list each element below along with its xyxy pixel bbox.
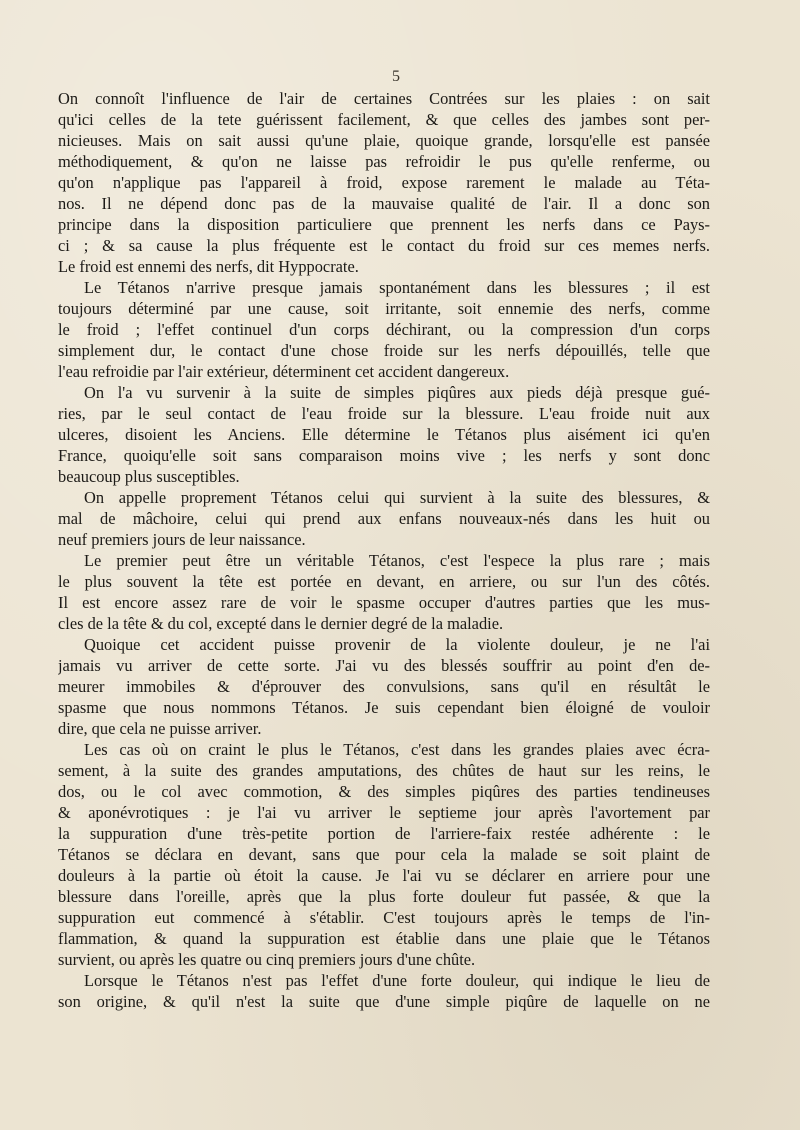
text-line: le plus souvent la tête est portée en devant, en arriere, ou sur l'un des côtés. xyxy=(58,572,710,591)
paragraph xyxy=(58,970,710,1012)
text-line: Le Tétanos n'arrive presque jamais spontanément dans les blessures ; il est xyxy=(84,278,710,297)
text-line: dos, ou le col avec commotion, & des simples piqûres des parties tendineuses xyxy=(58,782,710,801)
text-line: mal de mâchoire, celui qui prend aux enfans nouveaux-nés dans les huit ou xyxy=(58,509,710,528)
text-line: Quoique cet accident puisse provenir de la violente douleur, je ne l'ai xyxy=(84,635,710,654)
paragraph xyxy=(58,382,710,487)
text-line: principe dans la disposition particuliere que prennent les nerfs dans ce Pays- xyxy=(58,215,710,234)
text-line: méthodiquement, & qu'on ne laisse pas refroidir le pus qu'elle renferme, ou xyxy=(58,152,710,171)
text-line: ries, par le seul contact de l'eau froide sur la blessure. L'eau froide nuit aux xyxy=(58,404,710,423)
text-line: Les cas où on craint le plus le Tétanos, c'est dans les grandes plaies avec écra- xyxy=(84,740,710,759)
text-line: meurer immobiles & d'éprouver des convulsions, sans qu'il en résultât le xyxy=(58,677,710,696)
paragraph xyxy=(58,634,710,739)
text-line: qu'on n'applique pas l'appareil à froid, expose rarement le malade au Téta- xyxy=(58,173,710,192)
text-line: suppuration eut commencé à s'établir. C'est toujours après le temps de l'in- xyxy=(58,908,710,927)
text-line: simplement dur, le contact d'une chose froide sur les nerfs dépouillés, telle que xyxy=(58,341,710,360)
text-line: survient, ou après les quatre ou cinq premiers jours d'une chûte. xyxy=(58,950,476,969)
text-line: sement, à la suite des grandes amputations, des chûtes de haut sur les reins, le xyxy=(58,761,710,780)
text-line: la suppuration d'une très-petite portion de l'arriere-faix restée adhérente : le xyxy=(58,824,710,843)
text-line: blessure dans l'oreille, après que la plus forte douleur fut passée, & que la xyxy=(58,887,710,906)
paragraph xyxy=(58,88,710,277)
paragraph xyxy=(58,277,710,382)
text-line: l'eau refroidie par l'air extérieur, déterminent cet accident dangereux. xyxy=(58,362,510,381)
text-line: ulceres, disoient les Anciens. Elle détermine le Tétanos plus aisément ici qu'en xyxy=(58,425,710,444)
text-line: le froid ; l'effet continuel d'un corps déchirant, ou la compression d'un corps xyxy=(58,320,710,339)
text-line: On connoît l'influence de l'air de certaines Contrées sur les plaies : on sait xyxy=(58,89,710,108)
text-line: beaucoup plus susceptibles. xyxy=(58,467,240,486)
page-number: 5 xyxy=(392,68,400,85)
text-line: cles de la tête & du col, excepté dans le dernier degré de la maladie. xyxy=(58,614,504,633)
text-line: Le froid est ennemi des nerfs, dit Hyppocrate. xyxy=(58,257,359,276)
text-line: douleurs à la partie où étoit la cause. Je l'ai vu se déclarer en arriere pour une xyxy=(58,866,710,885)
text-line: On appelle proprement Tétanos celui qui survient à la suite des blessures, & xyxy=(84,488,710,507)
paragraph xyxy=(58,550,710,634)
text-line: Le premier peut être un véritable Tétanos, c'est l'espece la plus rare ; mais xyxy=(84,551,710,570)
text-line: qu'ici celles de la tete guérissent facilement, & que celles des jambes sont per- xyxy=(58,110,710,129)
text-line: flammation, & quand la suppuration est établie dans une plaie que le Tétanos xyxy=(58,929,710,948)
text-line: Il est encore assez rare de voir le spasme occuper d'autres parties que les mus- xyxy=(58,593,710,612)
body-text xyxy=(58,88,710,1012)
text-line: toujours déterminé par une cause, soit irritante, soit ennemie des nerfs, comme xyxy=(58,299,710,318)
text-line: dire, que cela ne puisse arriver. xyxy=(58,719,262,738)
text-line: spasme que nous nommons Tétanos. Je suis cependant bien éloigné de vouloir xyxy=(58,698,710,717)
text-line: & aponévrotiques : je l'ai vu arriver le septieme jour après l'avortement par xyxy=(58,803,710,822)
text-line: nicieuses. Mais on sait aussi qu'une plaie, quoique grande, lorsqu'elle est pansée xyxy=(58,131,710,150)
text-line: France, quoiqu'elle soit sans comparaison moins vive ; les nerfs y sont donc xyxy=(58,446,710,465)
paragraph xyxy=(58,739,710,970)
text-line: On l'a vu survenir à la suite de simples piqûres aux pieds déjà presque gué- xyxy=(84,383,710,402)
text-line: nos. Il ne dépend donc pas de la mauvaise qualité de l'air. Il a donc son xyxy=(58,194,710,213)
text-line: Tétanos se déclara en devant, sans que pour cela la malade se soit plaint de xyxy=(58,845,710,864)
text-line: jamais vu arriver de cette sorte. J'ai vu des blessés souffrir au point d'en de- xyxy=(58,656,710,675)
text-line: son origine, & qu'il n'est la suite que d'une simple piqûre de laquelle on ne xyxy=(58,992,710,1011)
text-line: neuf premiers jours de leur naissance. xyxy=(58,530,306,549)
text-line: ci ; & sa cause la plus fréquente est le contact du froid sur ces memes nerfs. xyxy=(58,236,710,255)
paragraph xyxy=(58,487,710,550)
text-line: Lorsque le Tétanos n'est pas l'effet d'une forte douleur, qui indique le lieu de xyxy=(84,971,710,990)
